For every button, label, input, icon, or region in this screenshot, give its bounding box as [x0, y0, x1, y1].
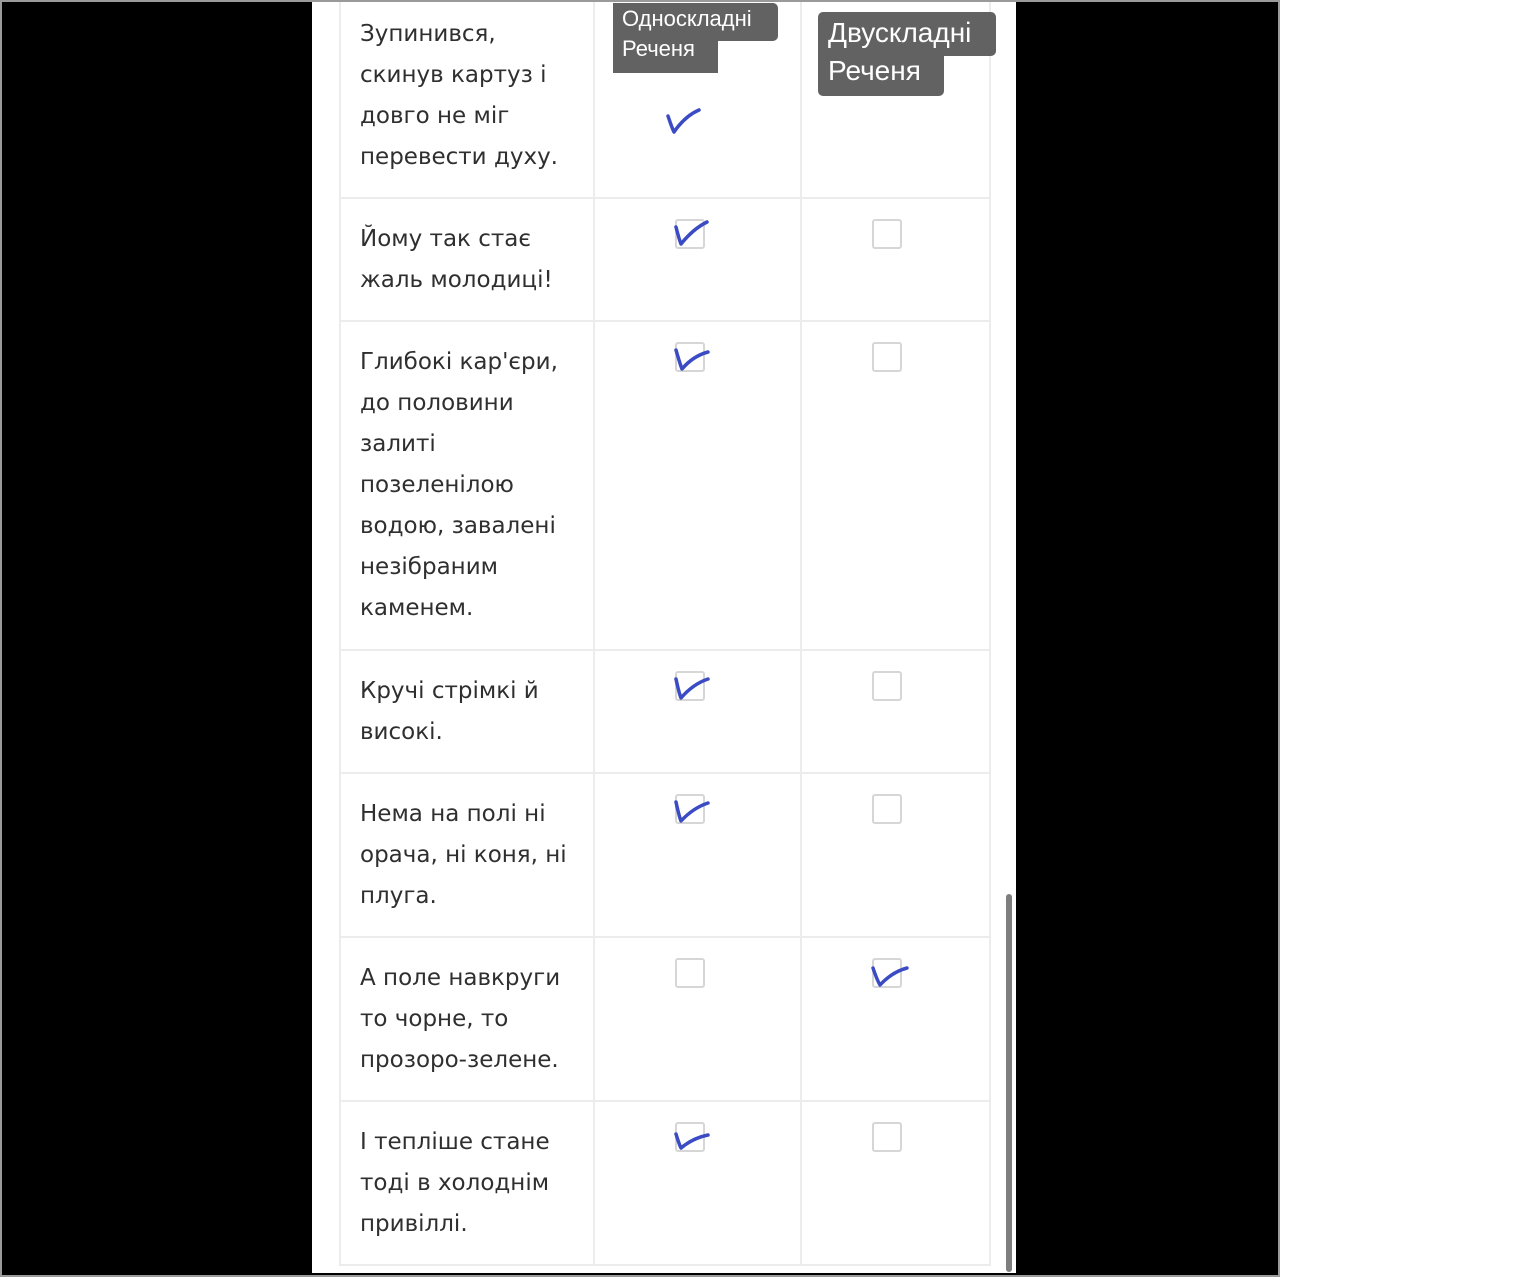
survey-page [312, 2, 1016, 1273]
sentence-grid [339, 2, 991, 1266]
one-part-checkbox[interactable] [675, 958, 705, 988]
one-part-checkbox[interactable] [675, 342, 705, 372]
one-part-checkbox[interactable] [675, 671, 705, 701]
sentence-text: Зупинився, скинув картуз і довго не міг перевести духу. [341, 2, 595, 197]
two-part-column-label: Двускладні Реченя [828, 17, 972, 86]
one-part-cell [595, 774, 802, 936]
sentence-text: Йому так стає жаль молодиці! [341, 199, 595, 320]
two-part-cell [802, 774, 989, 936]
one-part-cell [595, 199, 802, 320]
one-part-checkbox[interactable] [675, 219, 705, 249]
sentence-text: Кручі стрімкі й високі. [341, 651, 595, 772]
one-part-checkbox[interactable] [675, 794, 705, 824]
checkmark-icon [665, 106, 705, 136]
sentence-text: Нема на полі ні орача, ні коня, ні плуга. [341, 774, 595, 936]
two-part-checkbox[interactable] [872, 958, 902, 988]
two-part-checkbox[interactable] [872, 342, 902, 372]
two-part-cell [802, 1102, 989, 1264]
two-part-cell [802, 199, 989, 320]
one-part-cell [595, 1102, 802, 1264]
table-row [341, 320, 989, 649]
two-part-cell [802, 322, 989, 649]
scrollbar[interactable] [1006, 894, 1012, 1272]
two-part-cell [802, 938, 989, 1100]
table-row [341, 936, 989, 1100]
two-part-checkbox[interactable] [872, 219, 902, 249]
one-part-cell [595, 938, 802, 1100]
two-part-checkbox[interactable] [872, 671, 902, 701]
two-part-checkbox[interactable] [872, 1122, 902, 1152]
one-part-cell [595, 322, 802, 649]
one-part-column-label: Односкладні Реченя [622, 6, 752, 61]
table-row [341, 197, 989, 320]
two-part-checkbox[interactable] [872, 794, 902, 824]
two-part-cell [802, 651, 989, 772]
table-row [341, 649, 989, 772]
sentence-text: Глибокі кар'єри, до половини залиті позеленілою водою, завалені незібраним каменем. [341, 322, 595, 649]
one-part-checkbox[interactable] [675, 1122, 705, 1152]
sentence-text: І тепліше стане тоді в холоднім привіллі. [341, 1102, 595, 1264]
sentence-text: А поле навкруги то чорне, то прозоро-зелене. [341, 938, 595, 1100]
one-part-cell [595, 651, 802, 772]
table-row [341, 772, 989, 936]
table-row [341, 1100, 989, 1264]
